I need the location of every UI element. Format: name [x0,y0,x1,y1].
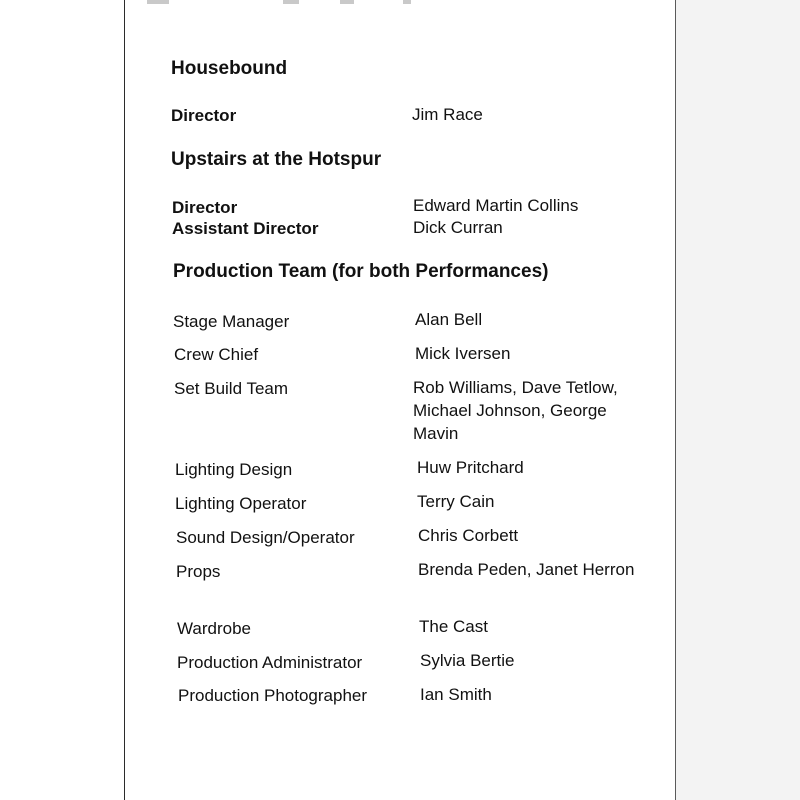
left-margin [0,0,125,800]
credit-role: Wardrobe [177,619,252,638]
credit-role: Stage Manager [173,312,290,331]
credit-name: Dick Curran [413,218,503,237]
credit-name: The Cast [419,617,488,636]
section-title-production-team: Production Team (for both Performances) [173,261,549,282]
credit-name: Huw Pritchard [417,458,524,477]
credit-role: Set Build Team [174,379,289,398]
credit-name: Mick Iversen [415,344,511,363]
credit-name: Chris Corbett [418,526,519,545]
credit-role: Crew Chief [174,345,259,364]
credit-role: Lighting Operator [175,494,307,513]
credit-role: Director [171,106,237,125]
credit-role: Sound Design/Operator [176,528,355,547]
credit-name: Ian Smith [420,685,492,704]
credit-role: Production Administrator [177,653,363,672]
credit-role: Director [172,198,238,217]
credit-name: Sylvia Bertie [420,651,515,670]
credit-name: Edward Martin Collins [413,196,579,215]
right-margin [675,0,800,800]
credit-name: Jim Race [412,105,483,124]
section-title-hotspur: Upstairs at the Hotspur [171,149,382,170]
credit-name: Alan Bell [415,310,483,329]
credit-role: Production Photographer [178,686,368,705]
section-title-housebound: Housebound [171,58,288,79]
credit-name: Brenda Peden, Janet Herron [418,560,635,579]
credit-name: Terry Cain [417,492,495,511]
top-bleed-marks [135,0,435,6]
credit-role: Lighting Design [175,460,293,479]
credit-role: Props [176,562,221,581]
credit-role: Assistant Director [172,219,319,238]
credit-name: Rob Williams, Dave Tetlow, Michael Johnson, George Mavin [413,378,618,443]
